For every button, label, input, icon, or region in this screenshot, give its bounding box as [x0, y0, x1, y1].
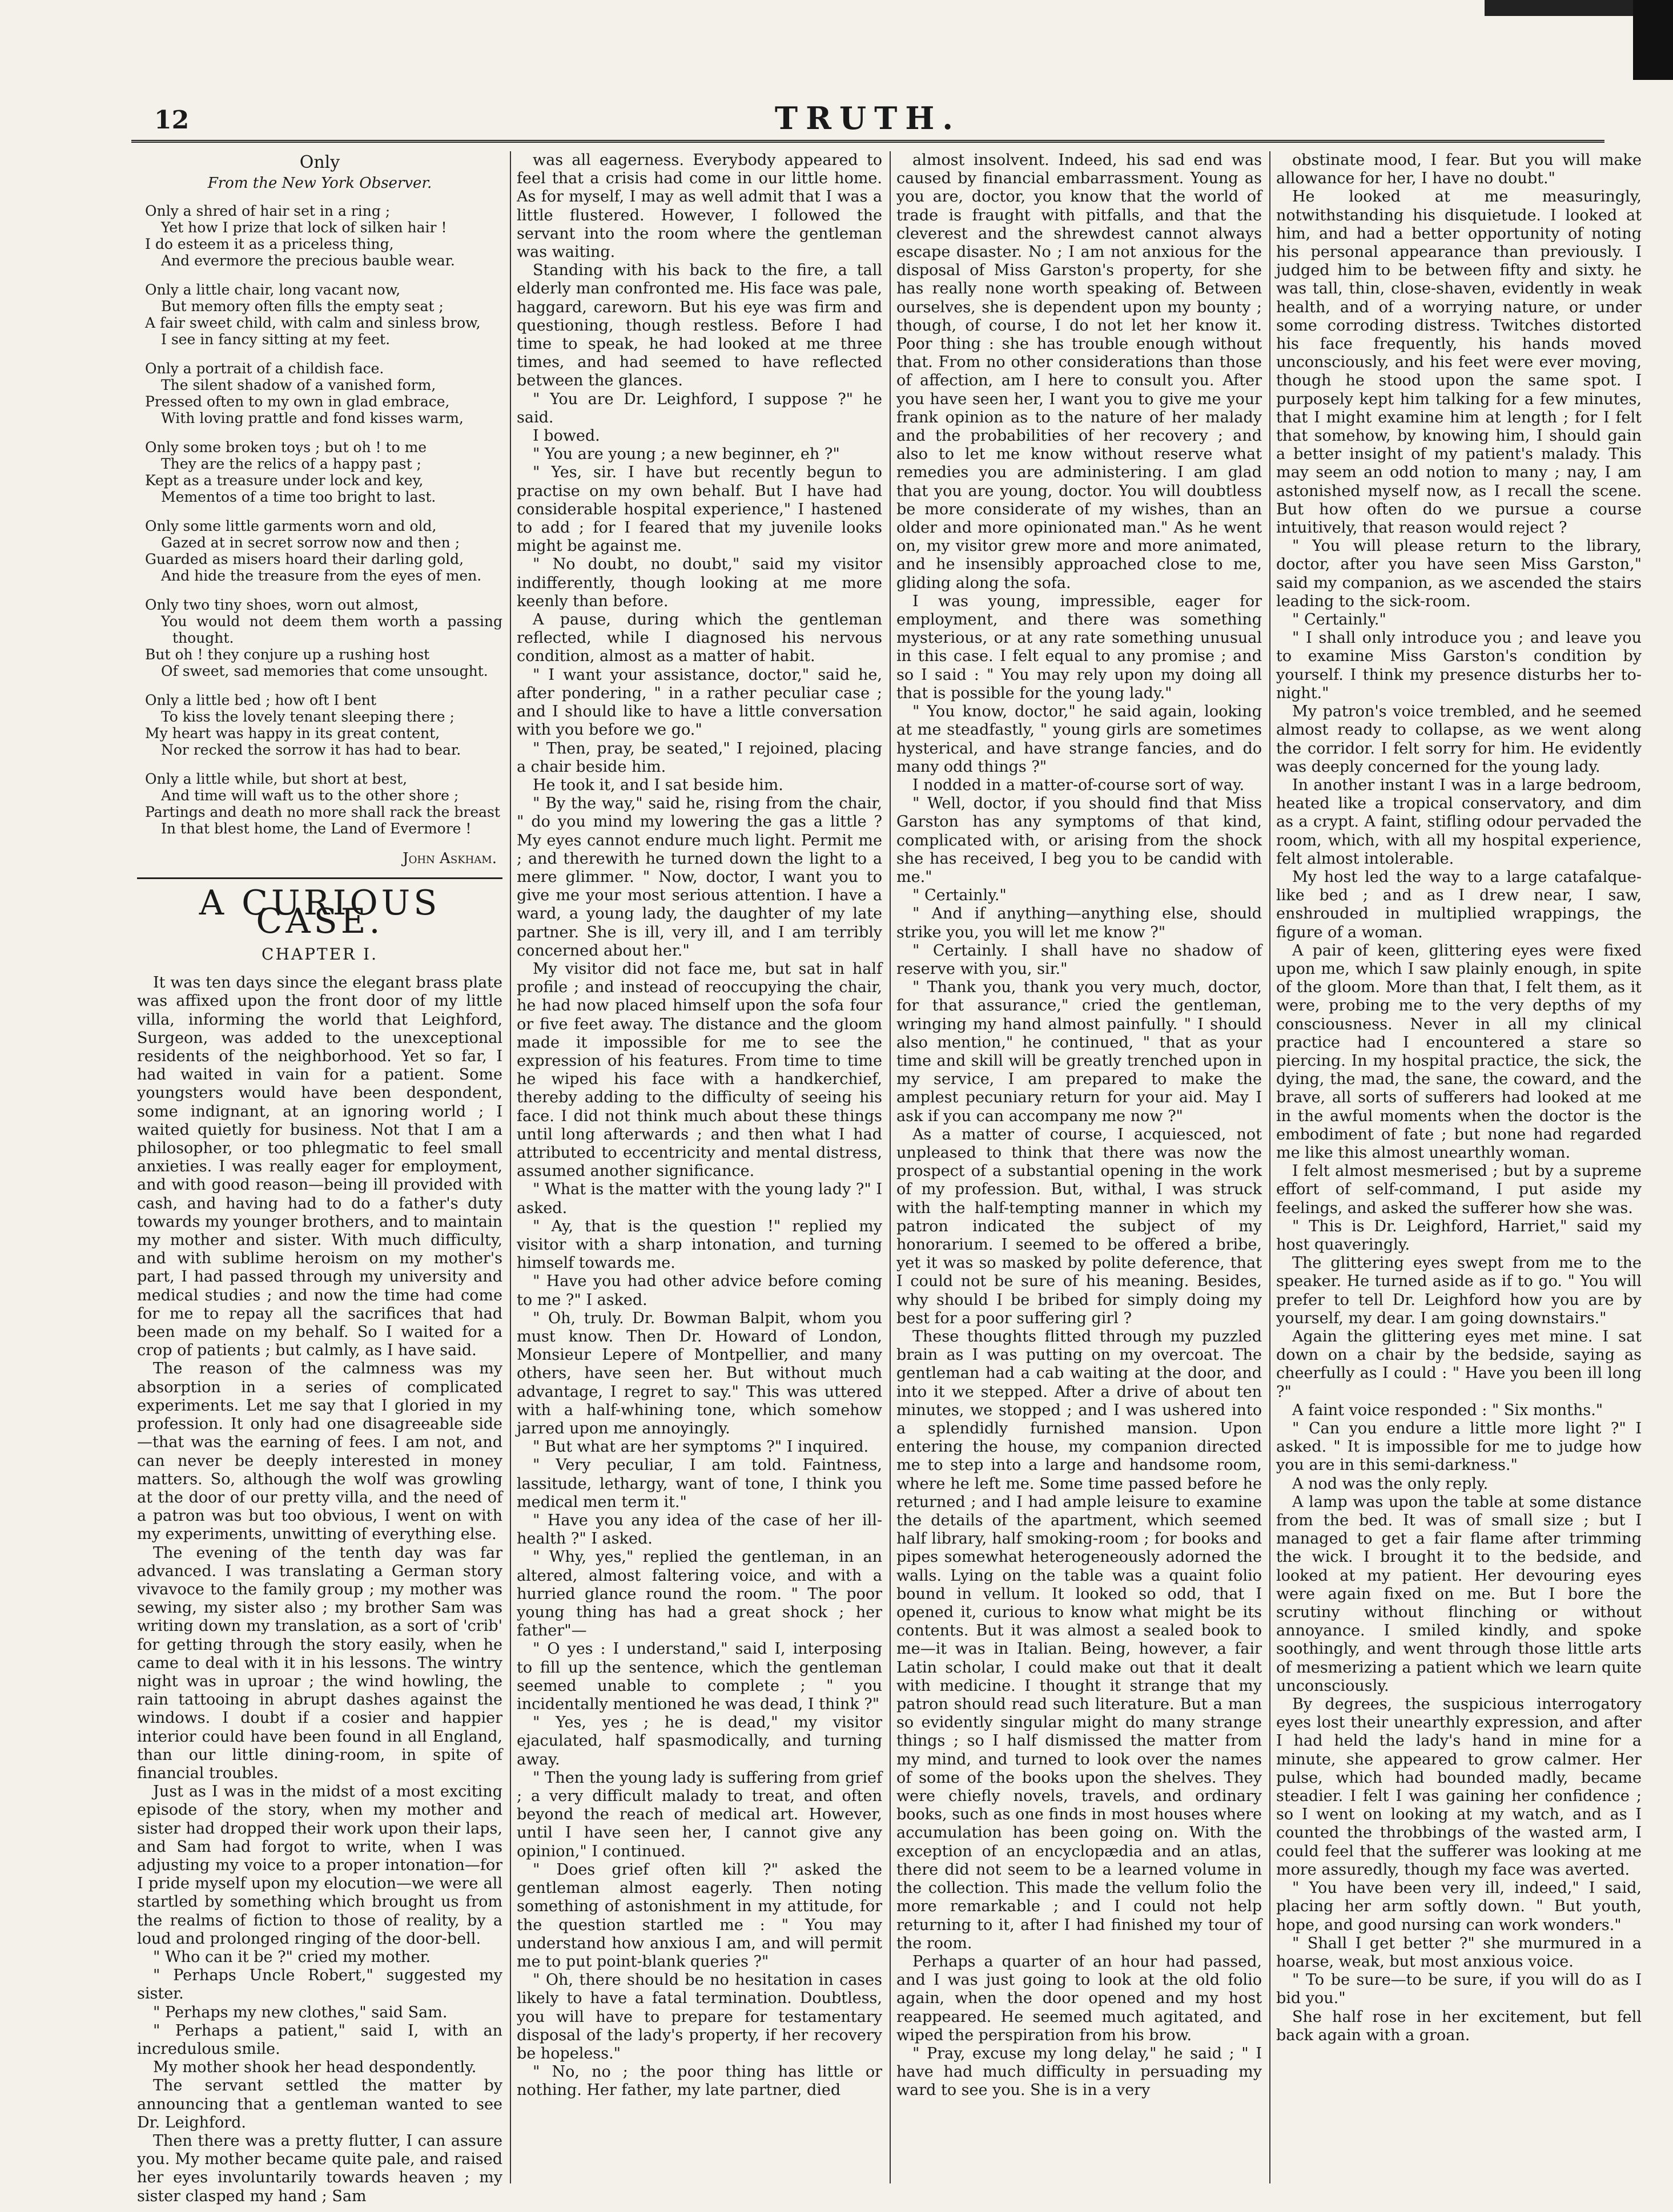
- paragraph: It was ten days since the elegant brass plate was affixed upon the front door of my little villa, informing the world that Leighford, Surgeon, was added to the unexceptional residents of the neighborhood. Yet so far, I had waited in vain for a patient. Some youngsters would have been despondent, some indignant, at an ignoring world ; I waited quietly for business. Not that I am a philosopher, or too phlegmatic to feel small anxieties. I was really eager for employment, and with good reason—being ill provided with cash, and having had to do a father's duty towards my younger brothers, and to maintain my mother and sister. With much difficulty, and with sublime heroism on my mother's part, I had passed through my university and medical studies ; and now the time had come for me to repay all the sacrifices that had been made on my behalf. So I waited for a crop of patients ; but calmly, as I have said.: [137, 974, 502, 1360]
- story-text: [1276, 151, 1642, 2045]
- poem-stanza: [137, 360, 502, 426]
- poem-stanza: [137, 597, 502, 679]
- poem-stanza: [137, 771, 502, 837]
- poem-line: I do esteem it as a priceless thing,: [145, 236, 394, 253]
- paragraph: I bowed.: [533, 427, 600, 445]
- paragraph: " Very peculiar, I am told. Faintness, lassitude, lethargy, want of tone, I think you medical men term it.": [517, 1456, 882, 1511]
- paragraph: " Yes, yes ; he is dead," my visitor ejaculated, half spasmodically, and turning away.: [517, 1714, 882, 1768]
- paragraph: " O yes : I understand," said I, interposing to fill up the sentence, which the gentleman seemed unable to complete ; " you incidentally mentioned he was dead, I think ?": [517, 1640, 882, 1714]
- paragraph: My host led the way to a large catafalque-like bed ; and as I drew near, I saw, enshrouded in multiplied wrappings, the figure of a woman.: [1276, 868, 1642, 941]
- chapter-heading: CHAPTER I.: [262, 945, 378, 964]
- paragraph: My mother shook her head despondently.: [153, 2058, 477, 2077]
- paragraph: " Why, yes," replied the gentleman, in an altered, almost faltering voice, and with a hurried glance round the room. " The poor young thing has had a great shock ; her father"—: [517, 1548, 882, 1640]
- poem-line: Gazed at in secret sorrow now and then ;: [161, 534, 460, 551]
- paragraph: almost insolvent. Indeed, his sad end was caused by financial embarrassment. Young as you are, doctor, you know that the world of trade is fraught with pitfalls, and that the cleverest and the shrewdest cannot always escape disaster. No ; I am not anxious for the disposal of Miss Garston's property, for she has really none worth speaking of. Between ourselves, she is dependent upon my bounty ; though, of course, I do not let her know it. Poor thing : she has trouble enough without that. From no other considerations than those of affection, am I here to consult you. After you have seen her, I want you to give me your frank opinion as to the nature of her malady and the probabilities of her recovery ; and also to let me know without reserve what remedies you are administering. I am glad that you are young, doctor. You will doubtless be more considerate of my wishes, than an older and more opinionated man." As he went on, my visitor grew more and more animated, and he insensibly approached close to me, gliding along the sofa.: [896, 151, 1262, 592]
- poem-source: From the New York Observer.: [207, 175, 432, 192]
- paragraph: " Certainly. I shall have no shadow of reserve with you, sir.": [896, 941, 1262, 978]
- paragraph: " I want your assistance, doctor," said he, after pondering, " in a rather peculiar case ; and I should like to have a little conversation with you before we go.": [517, 666, 882, 739]
- poem-stanza: [137, 439, 502, 505]
- paragraph: " Ay, that is the question !" replied my visitor with a sharp intonation, and turning himself towards me.: [517, 1217, 882, 1272]
- poem-line: And hide the treasure from the eyes of men.: [161, 567, 482, 585]
- paragraph: As a matter of course, I acquiesced, not unpleased to think that there was now the prospect of a substantial opening in the work of my profession. But, withal, I was struck with the half-tempting manner in which my patron indicated the subject of my honorarium. I seemed to be offered a bribe, yet it was so masked by polite deference, that I could not be sure of his meaning. Besides, why should I be bribed for simply doing my best for a poor suffering girl ?: [896, 1125, 1262, 1327]
- paragraph: " You are Dr. Leighford, I suppose ?" he said.: [517, 390, 882, 426]
- paragraph: " What is the matter with the young lady ?" I asked.: [517, 1180, 882, 1217]
- poem-line: A fair sweet child, with calm and sinless brow,: [145, 315, 481, 332]
- column-3: [896, 151, 1262, 2189]
- poem-line: Mementos of a time too bright to last.: [161, 489, 436, 506]
- paragraph: My patron's voice trembled, and he seemed almost ready to collapse, as we went along the corridor. I felt sorry for him. He evidently was deeply concerned for the young lady.: [1276, 703, 1642, 776]
- paragraph: " Have you any idea of the case of her ill-health ?" I asked.: [517, 1512, 882, 1548]
- paragraph: " I shall only introduce you ; and leave you to examine Miss Garston's condition by yourself. I think my presence disturbs her to-night.": [1276, 629, 1642, 702]
- paragraph: He looked at me measuringly, notwithstanding his disquietude. I looked at him, and had a better opportunity of noting his personal appearance than previously. I judged him to be between fifty and sixty. he was tall, thin, close-shaven, evidently in weak health, and of a worrying nature, or under some corroding distress. Twitches distorted his face frequently, his hands moved unconsciously, and his feet were ever moving, though he stood upon the same spot. I purposely kept him talking for a few minutes, that I might examine him at length ; for I felt that somehow, by knowing him, I should gain a better insight of my patient's malady. This may seem an odd notion to many ; nay, I am astonished myself now, as I recall the scene. But how often do we pursue a course intuitively, that reason would reject ?: [1276, 188, 1642, 537]
- poem-line: Only some little garments worn and old,: [145, 518, 437, 535]
- paragraph: " No doubt, no doubt," said my visitor indifferently, though looking at me more keenly than before.: [517, 555, 882, 610]
- poem-line: Only a portrait of a childish face.: [145, 360, 384, 377]
- paragraph: " No, no ; the poor thing has little or nothing. Her father, my late partner, died: [517, 2063, 882, 2100]
- poem-title: Only: [299, 152, 340, 172]
- paragraph: " To be sure—to be sure, if you will do as I bid you.": [1276, 1971, 1642, 2008]
- poem-line: My heart was happy in its great content,: [145, 725, 440, 742]
- poem-line: Only a little bed ; how oft I bent: [145, 692, 377, 709]
- paragraph: In another instant I was in a large bedroom, heated like a tropical conservatory, and dim as a crypt. A faint, stifling odour pervaded the room, which, with all my hospital experience, felt almost intolerable.: [1276, 776, 1642, 868]
- poem-line: The silent shadow of a vanished form,: [161, 377, 436, 394]
- poem-stanza: [137, 518, 502, 584]
- masthead: TRUTH.: [774, 100, 962, 136]
- paragraph: " But what are her symptoms ?" I inquired.: [533, 1438, 869, 1456]
- column-rule: [510, 151, 511, 2183]
- column-4: [1276, 151, 1642, 2189]
- page-header: [131, 100, 1604, 140]
- paragraph: A nod was the only reply.: [1292, 1474, 1489, 1493]
- paragraph: Just as I was in the midst of a most exciting episode of the story, when my mother and sister had dropped their work upon their laps, and Sam had forgot to write, when I was adjusting my voice to a proper intonation—for I pride myself upon my elocution—we were all startled by something which brought us from the realms of fiction to those of reality, by a loud and prolonged ringing of the door-bell.: [137, 1783, 502, 1948]
- paragraph: The glittering eyes swept from me to the speaker. He turned aside as if to go. " You will prefer to tell Dr. Leighford how you are by yourself, my dear. I am going downstairs.": [1276, 1254, 1642, 1327]
- paragraph: " You will please return to the library, doctor, after you have seen Miss Garston," said my companion, as we ascended the stairs leading to the sick-room.: [1276, 537, 1642, 610]
- poem-author: John Askham.: [403, 850, 497, 868]
- paragraph: My visitor did not face me, but sat in half profile ; and instead of reoccupying the chair, he had now placed himself upon the sofa four or five feet away. The distance and the gloom made it impossible for me to see the expression of his features. From time to time he wiped his face with a handkerchief, thereby adding to the difficulty of seeing his face. I did not think much about these things until long afterwards ; and then what I had attributed to eccentricity and mental distress, assumed another significance.: [517, 960, 882, 1180]
- poem-line: Yet how I prize that lock of silken hair !: [161, 219, 447, 236]
- poem-stanza: [137, 203, 502, 269]
- paragraph: " And if anything—anything else, should strike you, you will let me know ?": [896, 905, 1262, 941]
- header-rule: [131, 140, 1604, 143]
- poem-line: Only a little while, but short at best,: [145, 771, 408, 788]
- poem-line: And evermore the precious bauble wear.: [161, 252, 455, 269]
- poem-line: With loving prattle and fond kisses warm,: [161, 410, 464, 427]
- paragraph: " You know, doctor," he said again, looking at me steadfastly, " young girls are sometimes hysterical, and have strange fancies, and do many odd things ?": [896, 703, 1262, 776]
- poem-line: I see in fancy sitting at my feet.: [161, 331, 391, 348]
- paragraph: A lamp was upon the table at some distance from the bed. It was of small size ; but I managed to get a fair flame after trimming the wick. I brought it to the bedside, and looked at my patient. Her devouring eyes were again fixed on me. But I bore the scrutiny without flinching or without annoyance. I smiled kindly, and spoke soothingly, and went through those little arts of mesmerizing a patient which we learn quite unconsciously.: [1276, 1493, 1642, 1695]
- poem-line: Only some broken toys ; but oh ! to me: [145, 439, 427, 456]
- paragraph: I nodded in a matter-of-course sort of way.: [912, 776, 1245, 794]
- column-rule: [1269, 151, 1270, 2183]
- page-edge-shadow-top: [1485, 0, 1633, 16]
- paragraph: He took it, and I sat beside him.: [533, 776, 783, 794]
- poem-line: And time will waft us to the other shore ;: [161, 787, 459, 804]
- poem-line: Only two tiny shoes, worn out almost,: [145, 597, 419, 614]
- poem-line: Only a little chair, long vacant now,: [145, 281, 401, 299]
- paragraph: " By the way," said he, rising from the chair, " do you mind my lowering the gas a little ? My eyes cannot endure much light. Permit me ; and therewith he turned down the light to a mere glimmer. " Now, doctor, I want you to give me your most serious attention. I have a ward, a young lady, the daughter of my late partner. She is ill, very ill, and I am terribly concerned about her.": [517, 795, 882, 960]
- paragraph: A pause, during which the gentleman reflected, while I diagnosed his nervous condition, almost as a matter of habit.: [517, 611, 882, 666]
- paragraph: " Certainly.": [912, 887, 1007, 905]
- paragraph: " Does grief often kill ?" asked the gentleman almost eagerly. Then noting something of astonishment in my attitude, for the question startled me : " You may understand how anxious I am, and will permit me to put point-blank queries ?": [517, 1860, 882, 1971]
- paragraph: " Pray, excuse my long delay," he said ; " I have had much difficulty in persuading my ward to see you. She is in a very: [896, 2044, 1262, 2100]
- paragraph: " Yes, sir. I have but recently begun to practise on my own behalf. But I have had considerable hospital experience," I hastened to add ; for I feared that my juvenile looks might be against me.: [517, 464, 882, 555]
- poem-line: But oh ! they conjure up a rushing host: [145, 646, 430, 663]
- poem-line: Of sweet, sad memories that come unsought.: [161, 663, 488, 680]
- column-rule: [890, 151, 891, 2183]
- paragraph: These thoughts flitted through my puzzled brain as I was putting on my overcoat. The gentleman had a cab waiting at the door, and into it we stepped. After a drive of about ten minutes, we stopped ; and I was ushered into a splendidly furnished mansion. Upon entering the house, my companion directed me to step into a large and handsome room, where he left me. Some time passed before he returned ; and I had ample leisure to examine the details of the apartment, which seemed half library, half smoking-room ; for books and pipes somewhat heterogeneously adorned the walls. Lying on the table was a quaint folio bound in vellum. It looked so odd, that I opened it, curious to know what might be its contents. But it was almost a sealed book to me—it was in Italian. Being, however, a fair Latin scholar, I could make out that it dealt with medicine. I thought it strange that my patron should read such literature. But a man so evidently singular might do many strange things ; so I half dismissed the matter from my mind, and turned to look over the names of some of the books upon the shelves. They were chiefly novels, travels, and ordinary books, such as one finds in most houses where accumulation has been going on. With the exception of an encyclopædia and an atlas, there did not seem to be a learned volume in the collection. This made the vellum folio the more remarkable ; and I could not help returning to it, after I had finished my tour of the room.: [896, 1328, 1262, 1952]
- poem-line: Nor recked the sorrow it has had to bear.: [161, 742, 461, 759]
- paragraph: obstinate mood, I fear. But you will make allowance for her, I have no doubt.": [1276, 151, 1642, 188]
- paragraph: " Certainly.": [1292, 611, 1386, 629]
- paragraph: The servant settled the matter by announcing that a gentleman wanted to see Dr. Leighford.: [137, 2077, 502, 2132]
- page-edge-shadow: [1633, 0, 1673, 80]
- paragraph: The reason of the calmness was my absorption in a series of complicated experiments. Let me say that I gloried in my profession. It only had one disagreeable side—that was the earning of fees. I am not, and can never be deeply interested in money matters. So, although the wolf was growling at the door of our pretty villa, and the need of a patron was but too obvious, I went on with my experiments, unwitting of everything else.: [137, 1360, 502, 1544]
- poem-line: Pressed often to my own in glad embrace,: [145, 393, 450, 410]
- paragraph: Perhaps a quarter of an hour had passed, and I was just going to look at the old folio again, when the door opened and my host reappeared. He seemed much agitated, and wiped the perspiration from his brow.: [896, 1952, 1262, 2044]
- poem-line: Partings and death no more shall rack the breast: [145, 804, 500, 821]
- paragraph: " Thank you, thank you very much, doctor, for that assurance," cried the gentleman, wringing my hand almost painfully. " I should also mention," he continued, " that as your time and skill will be greatly trenched upon in my service, I am prepared to make the amplest pecuniary return for your aid. May I ask if you can accompany me now ?": [896, 978, 1262, 1125]
- story-text: [517, 151, 882, 2100]
- paragraph: " You have been very ill, indeed," I said, placing her arm softly down. " But youth, hope, and good nursing can work wonders.": [1276, 1879, 1642, 1934]
- poem-line: Only a shred of hair set in a ring ;: [145, 203, 391, 220]
- story-title: A CURIOUS CASE.: [199, 883, 441, 941]
- poem-line: To kiss the lovely tenant sleeping there ;: [161, 708, 455, 726]
- story-text: [137, 974, 502, 2206]
- paragraph: " Oh, truly. Dr. Bowman Balpit, whom you must know. Then Dr. Howard of London, Monsieur Lepere of Montpellier, and many others, have seen her. But without much advantage, I regret to say." This was uttered with a half-whining tone, which somehow jarred upon me annoyingly.: [517, 1309, 882, 1438]
- paragraph: " Perhaps a patient," said I, with an incredulous smile.: [137, 2021, 502, 2058]
- paragraph: " Who can it be ?" cried my mother.: [153, 1948, 431, 1966]
- paragraph: " Then the young lady is suffering from grief ; a very difficult malady to treat, and often beyond the reach of medical art. However, until I have seen her, I cannot give any opinion," I continued.: [517, 1768, 882, 1860]
- paragraph: " Have you had other advice before coming to me ?" I asked.: [517, 1272, 882, 1309]
- paragraph: " Can you endure a little more light ?" I asked. " It is impossible for me to judge how you are in this semi-darkness.": [1276, 1420, 1642, 1474]
- paragraph: " This is Dr. Leighford, Harriet," said my host quaveringly.: [1276, 1217, 1642, 1254]
- poem-stanza: [137, 281, 502, 348]
- column-2: [517, 151, 882, 2189]
- section-divider: [137, 877, 502, 879]
- poem-line: Kept as a treasure under lock and key,: [145, 472, 424, 489]
- paragraph: Then there was a pretty flutter, I can assure you. My mother became quite pale, and raised her eyes involuntarily towards heaven ; my sister clasped my hand ; Sam: [137, 2132, 502, 2205]
- paragraph: A pair of keen, glittering eyes were fixed upon me, which I saw plainly enough, in spite of the gloom. More than that, I felt them, as it were, probing me to the very depths of my consciousness. Never in all my clinical practice had I encountered a stare so piercing. In my hospital practice, the sick, the dying, the mad, the sane, the coward, and the brave, all sorts of sufferers had looked at me in the awful moments when the doctor is the embodiment of fate ; but none had regarded me like this almost unearthly woman.: [1276, 941, 1642, 1162]
- paragraph: was all eagerness. Everybody appeared to feel that a crisis had come in our little home. As for myself, I may as well admit that I was a little flustered. However, I followed the servant into the room where the gentleman was waiting.: [517, 151, 882, 261]
- paragraph: " Oh, there should be no hesitation in cases likely to have a fatal termination. Doubtless, you will have to prepare for testamentary disposal of the lady's property, if her recovery be hopeless.": [517, 1971, 882, 2062]
- paragraph: " Perhaps my new clothes," said Sam.: [153, 2003, 448, 2021]
- paragraph: " You are young ; a new beginner, eh ?": [533, 445, 840, 464]
- story-text: [896, 151, 1262, 2100]
- paragraph: A faint voice responded : " Six months.": [1292, 1401, 1603, 1419]
- paragraph: " Shall I get better ?" she murmured in a hoarse, weak, but most anxious voice.: [1276, 1934, 1642, 1971]
- paragraph: By degrees, the suspicious interrogatory eyes lost their unearthly expression, and after I had held the lady's hand in mine for a minute, she appeared to grow calmer. Her pulse, which had bounded madly, became steadier. I felt I was gaining her confidence ; so I went on looking at my watch, and as I counted the throbbings of the wasted arm, I could feel that the sufferer was looking at me more assuredly, though my face was averted.: [1276, 1695, 1642, 1879]
- poem-line: But memory often fills the empty seat ;: [161, 298, 444, 315]
- poem-line: They are the relics of a happy past ;: [161, 456, 421, 473]
- paragraph: Standing with his back to the fire, a tall elderly man confronted me. His face was pale, haggard, careworn. But his eye was firm and questioning, though restless. Before I had time to speak, he had looked at me three times, and had seemed to have reflected between the glances.: [517, 261, 882, 390]
- paragraph: " Then, pray, be seated," I rejoined, placing a chair beside him.: [517, 739, 882, 776]
- paragraph: The evening of the tenth day was far advanced. I was translating a German story vivavoce to the family group ; my mother was sewing, my sister also ; my brother Sam was writing down my translation, as a sort of 'crib' for getting through the story easily, when he came to deal with it in his lessons. The wintry night was in uproar ; the wind howling, the rain tattooing in abrupt dashes against the windows. I doubt if a cosier and happier interior could have been found in all England, than our little dining-room, in spite of financial troubles.: [137, 1544, 502, 1782]
- poem-line: Guarded as misers hoard their darling gold,: [145, 551, 464, 568]
- page-number: 12: [154, 106, 190, 135]
- poem-line: In that blest home, the Land of Evermore !: [161, 820, 472, 837]
- poem-line: You would not deem them worth a passing thought.: [161, 613, 502, 647]
- paragraph: I felt almost mesmerised ; but by a supreme effort of self-command, I put aside my feelings, and asked the sufferer how she was.: [1276, 1162, 1642, 1217]
- poem-stanza: [137, 692, 502, 758]
- paragraph: Again the glittering eyes met mine. I sat down on a chair by the bedside, saying as cheerfully as I could : " Have you been ill long ?": [1276, 1328, 1642, 1401]
- paragraph: " Well, doctor, if you should find that Miss Garston has any symptoms of that kind, complicated with, or arising from the shock she has received, I beg you to be candid with me.": [896, 795, 1262, 886]
- column-1: [137, 151, 502, 2205]
- paragraph: " Perhaps Uncle Robert," suggested my sister.: [137, 1967, 502, 2003]
- paragraph: I was young, impressible, eager for employment, and there was something mysterious, or at any rate something unusual in this case. I felt equal to any promise ; and so I said : " You may rely upon my doing all that is possible for the young lady.": [896, 592, 1262, 702]
- poem-stanzas: [137, 203, 502, 837]
- paragraph: She half rose in her excitement, but fell back again with a groan.: [1276, 2008, 1642, 2044]
